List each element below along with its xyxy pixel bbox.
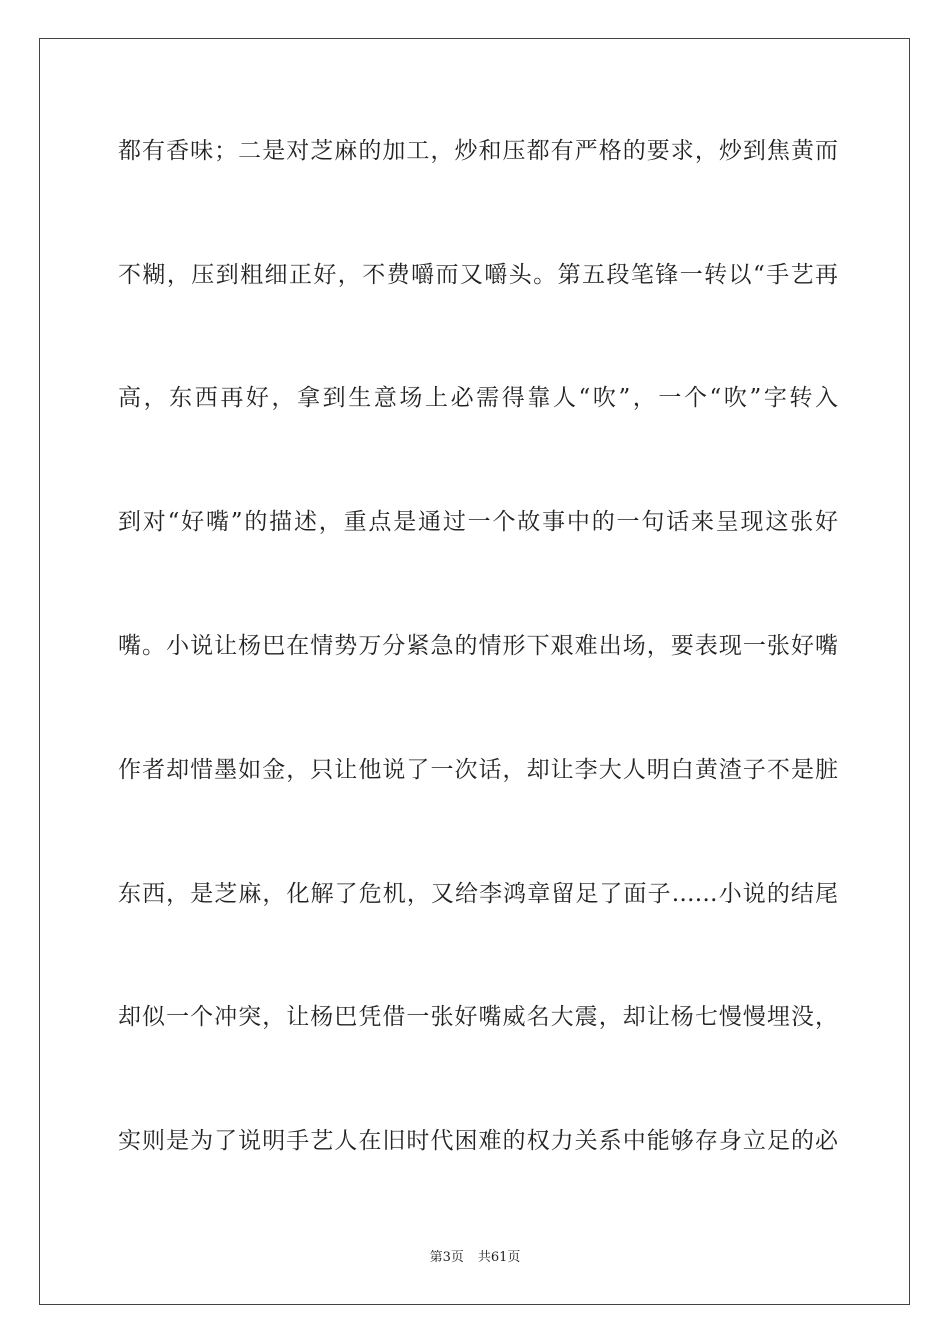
page-number: 第3页: [429, 1250, 464, 1265]
body-line-6: 作者却惜墨如金，只让他说了一次话，却让李大人明白黄渣子不是脏: [118, 757, 838, 783]
body-line-4: 到对“好嘴”的描述，重点是通过一个故事中的一句话来呈现这张好: [118, 509, 838, 535]
body-line-7: 东西，是芝麻，化解了危机，又给李鸿章留足了面子……小说的结尾: [118, 881, 838, 907]
body-line-1: 都有香味；二是对芝麻的加工，炒和压都有严格的要求，炒到焦黄而: [118, 138, 838, 164]
body-line-5: 嘴。小说让杨巴在情势万分紧急的情形下艰难出场，要表现一张好嘴: [118, 633, 838, 659]
body-line-9: 实则是为了说明手艺人在旧时代困难的权力关系中能够存身立足的必: [118, 1128, 838, 1154]
body-line-8: 却似一个冲突，让杨巴凭借一张好嘴威名大震，却让杨七慢慢埋没，: [118, 1004, 838, 1030]
body-line-2: 不糊，压到粗细正好，不费嚼而又嚼头。第五段笔锋一转以“手艺再: [118, 262, 838, 288]
body-line-3: 高，东西再好，拿到生意场上必需得靠人“吹”，一个“吹”字转入: [118, 385, 838, 411]
page-footer: [0, 1246, 950, 1265]
page-total: 共61页: [477, 1250, 521, 1265]
page-border: [39, 38, 910, 1305]
